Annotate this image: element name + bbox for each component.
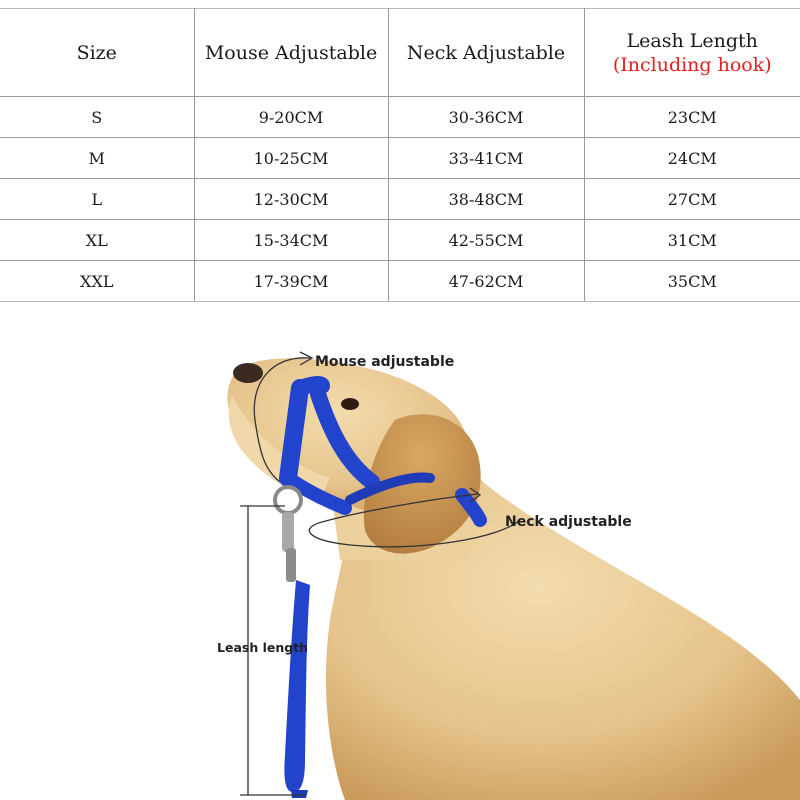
- size-chart-table: [0, 8, 800, 302]
- header-mouse-adjustable: Mouse Adjustable: [194, 9, 388, 97]
- cell-size: XL: [0, 220, 194, 261]
- table-row: [0, 179, 800, 220]
- cell-mouse: 17-39CM: [194, 261, 388, 302]
- nose-icon: [233, 363, 263, 383]
- header-leash-length-label: Leash Length: [626, 29, 758, 52]
- header-hook-note: (Including hook): [612, 53, 772, 76]
- header-neck-adjustable: Neck Adjustable: [388, 9, 584, 97]
- table-row: [0, 97, 800, 138]
- cell-leash: 35CM: [584, 261, 800, 302]
- cell-leash: 27CM: [584, 179, 800, 220]
- cell-size: M: [0, 138, 194, 179]
- table-row: [0, 138, 800, 179]
- cell-neck: 42-55CM: [388, 220, 584, 261]
- cell-neck: 33-41CM: [388, 138, 584, 179]
- cell-mouse: 15-34CM: [194, 220, 388, 261]
- header-size: Size: [0, 9, 194, 97]
- table-row: [0, 220, 800, 261]
- cell-mouse: 12-30CM: [194, 179, 388, 220]
- leash: [284, 580, 310, 792]
- cell-leash: 31CM: [584, 220, 800, 261]
- header-leash-length: [584, 9, 800, 97]
- table-row: [0, 261, 800, 302]
- cell-size: XXL: [0, 261, 194, 302]
- cell-leash: 24CM: [584, 138, 800, 179]
- eye-icon: [341, 398, 359, 410]
- cell-leash: 23CM: [584, 97, 800, 138]
- neck-adjustable-label: Neck adjustable: [505, 514, 632, 530]
- cell-size: L: [0, 179, 194, 220]
- mouse-adjustable-label: Mouse adjustable: [315, 354, 455, 370]
- leash-length-label: Leash length: [217, 640, 309, 655]
- cell-size: S: [0, 97, 194, 138]
- cell-neck: 30-36CM: [388, 97, 584, 138]
- leash-clip: [282, 512, 294, 552]
- cell-neck: 47-62CM: [388, 261, 584, 302]
- table-header-row: [0, 9, 800, 97]
- halter-ring: [275, 487, 301, 513]
- cell-neck: 38-48CM: [388, 179, 584, 220]
- dog-illustration: [0, 315, 800, 800]
- cell-mouse: 10-25CM: [194, 138, 388, 179]
- cell-mouse: 9-20CM: [194, 97, 388, 138]
